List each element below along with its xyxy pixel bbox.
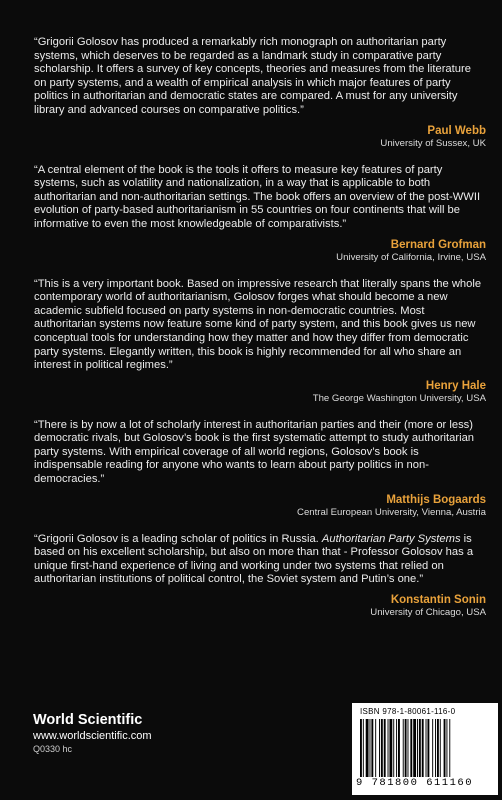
barcode-bar bbox=[435, 719, 436, 777]
endorser-name: Bernard Grofman bbox=[390, 238, 486, 251]
barcode-bar bbox=[398, 719, 400, 777]
barcode-bar bbox=[389, 719, 392, 777]
barcode-bar bbox=[440, 719, 441, 777]
barcode-bar bbox=[437, 719, 439, 777]
barcode-bar bbox=[403, 719, 404, 777]
endorser-affiliation: The George Washington University, USA bbox=[312, 392, 486, 404]
endorsement-webb bbox=[34, 36, 486, 150]
barcode-bars bbox=[360, 719, 492, 777]
endorsement-text: “There is by now a lot of scholarly interest in authoritarian parties and their (more or less) democratic rivals, but Golosov’s book is the first systematic attempt to study authoritarian party systems. With empirical coverage of all world regions, Golosov’s book is indispensable reading for anyone who wants to learn about party politics in non-democracies.” bbox=[34, 418, 475, 486]
barcode-bar bbox=[405, 719, 407, 777]
endorsement-attribution bbox=[34, 238, 486, 264]
endorsement-text: “This is a very important book. Based on impressive research that literally spans the whole contemporary world of authoritarianism, Golosov forges what should become a new academic subfield focused on party systems in non-democratic countries. Most authoritarian systems now feature some kind of party system, and this book gives us new conceptual tools for understanding how they matter and how they differ from democratic party systems. Elegantly written, this book is highly recommended for all who share an interest in political regimes.” bbox=[34, 277, 482, 372]
barcode-bar bbox=[379, 719, 380, 777]
endorsement-text: “A central element of the book is the tools it offers to measure key features of party systems, such as volatility and nationalization, in a way that is applicable to both authoritarian and non-authoritarian settings. The book offers an overview of the post-WWII evolution of party-based authoritarianism in 55 countries on four continents that will be informative to even the most knowledgeable of comparativists.” bbox=[34, 163, 481, 230]
barcode-bar bbox=[396, 719, 397, 777]
barcode-bar bbox=[432, 719, 433, 777]
endorsements bbox=[34, 36, 486, 633]
barcode-bar bbox=[449, 719, 450, 777]
endorsement-attribution bbox=[34, 124, 486, 150]
endorsement-text bbox=[34, 533, 486, 587]
endorser-name: Henry Hale bbox=[425, 379, 486, 392]
barcode-bar bbox=[413, 719, 416, 777]
barcode-bar bbox=[370, 719, 371, 777]
endorsement-grofman bbox=[34, 164, 486, 264]
barcode-bar bbox=[408, 719, 409, 777]
barcode-bar bbox=[393, 719, 394, 777]
isbn-digits: 9 781800 611160 bbox=[356, 777, 474, 789]
barcode-bar bbox=[375, 719, 376, 777]
product-code: Q0330 hc bbox=[33, 744, 73, 754]
barcode-bar bbox=[388, 719, 389, 777]
publisher-name: World Scientific bbox=[33, 712, 143, 728]
barcode-bar bbox=[410, 719, 412, 777]
book-title-italic: Authoritarian Party Systems bbox=[321, 532, 461, 545]
barcode-bar bbox=[446, 719, 447, 777]
isbn-barcode bbox=[352, 703, 498, 795]
barcode-bar bbox=[427, 719, 429, 777]
barcode-bar bbox=[422, 719, 424, 777]
endorsement-hale bbox=[34, 278, 486, 405]
endorser-name: Matthijs Bogaards bbox=[386, 493, 486, 506]
endorser-affiliation: University of Chicago, USA bbox=[370, 607, 486, 619]
endorser-name: Paul Webb bbox=[427, 124, 486, 137]
barcode-bar bbox=[419, 719, 421, 777]
endorsement-attribution bbox=[34, 593, 486, 619]
endorsement-attribution bbox=[34, 493, 486, 519]
endorser-affiliation: University of California, Irvine, USA bbox=[336, 251, 486, 263]
barcode-bar bbox=[417, 719, 418, 777]
barcode-bar bbox=[363, 719, 364, 777]
barcode-bar bbox=[366, 719, 369, 777]
barcode-bar bbox=[426, 719, 427, 777]
endorser-affiliation: Central European University, Vienna, Austria bbox=[297, 506, 486, 518]
endorsement-text-end: is based on his excellent scholarship, but also on more than that - Professor Golosov has a unique first-hand experience of living and working under two systems that relied on authoritarian institutions of political control, the Soviet system and Putin’s one.” bbox=[34, 532, 474, 586]
barcode-bar bbox=[444, 719, 446, 777]
barcode-bar bbox=[360, 719, 362, 777]
endorsement-sonin bbox=[34, 533, 486, 619]
publisher-url: www.worldscientific.com bbox=[33, 730, 152, 742]
barcode-bar bbox=[381, 719, 383, 777]
endorsement-text-start: “Grigorii Golosov is a leading scholar of politics in Russia. bbox=[34, 532, 322, 545]
endorsement-bogaards bbox=[34, 419, 486, 519]
publisher-block bbox=[33, 712, 152, 755]
endorser-name: Konstantin Sonin bbox=[390, 594, 486, 607]
endorser-affiliation: University of Sussex, UK bbox=[380, 137, 486, 149]
endorsement-text: “Grigorii Golosov has produced a remarkably rich monograph on authoritarian party systems, which deserves to be regarded as a landmark study in comparative party scholarship. It offers a survey of key concepts, theories and measures from the literature on party systems, and a wealth of empirical analysis in which major features of party politics in authoritarian and democratic states are compared. A must for any university library and advanced courses on comparative politics.” bbox=[34, 36, 471, 116]
barcode-bar bbox=[384, 719, 386, 777]
endorsement-attribution bbox=[34, 379, 486, 405]
isbn-label: ISBN 978-1-80061-116-0 bbox=[360, 707, 456, 716]
barcode-bar bbox=[371, 719, 373, 777]
